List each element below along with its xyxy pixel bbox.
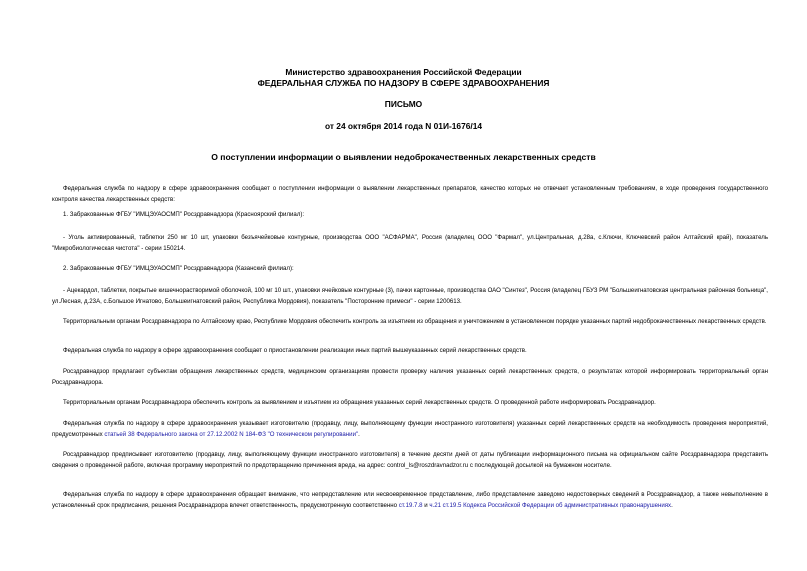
paragraph-item-1: 1. Забракованные ФГБУ "ИМЦЭУАОСМП" Росздравнадзора (Красноярский филиал): <box>63 211 305 218</box>
document-date-number: от 24 октября 2014 года N 01И-1676/14 <box>324 121 483 131</box>
paragraph-territorial-control: Территориальным органам Росздравнадзора по Алтайскому краю, Республике Мордовия обеспечить контроль за изъятием из обращения и уничтожением в установленном порядке указанных партий недоброкачественных лекарственных средств. <box>63 318 767 325</box>
document-title: О поступлении информации о выявлении недоброкачественных лекарственных средств <box>211 152 596 162</box>
paragraph-text: . <box>358 430 360 438</box>
service-name: ФЕДЕРАЛЬНАЯ СЛУЖБА ПО НАДЗОРУ В СФЕРЕ ЗДРАВООХРАНЕНИЯ <box>257 78 550 88</box>
ministry-name: Министерство здравоохранения Российской Федерации <box>285 67 522 77</box>
paragraph-text: и <box>422 501 430 509</box>
paragraph-text: . <box>671 501 673 509</box>
document-type: ПИСЬМО <box>384 99 423 109</box>
code-link[interactable]: ч.21 ст.19.5 Кодекса Российской Федерации об административных правонарушениях <box>429 501 672 509</box>
paragraph-manufacturer-measures <box>52 419 768 440</box>
law-link[interactable]: статьей 38 Федерального закона от 27.12.2002 N 184-ФЗ "О техническом регулировании" <box>104 430 359 438</box>
paragraph-suspension: Федеральная служба по надзору в сфере здравоохранения сообщает о приостановлении реализации иных партий вышеуказанных серий лекарственных средств. <box>63 347 527 354</box>
paragraph-item-2: 2. Забракованные ФГБУ "ИМЦЭУАОСМП" Росздравнадзора (Казанский филиал): <box>63 265 294 272</box>
paragraph-liability <box>52 490 768 511</box>
paragraph-check-proposal: Росздравнадзор предлагает субъектам обращения лекарственных средств, медицинским организациям провести проверку наличия указанных серий лекарственных средств, о результатах которой информировать территориальный орган Росздравнадзора. <box>52 368 768 386</box>
paragraph-item-1-detail: - Уголь активированный, таблетки 250 мг 10 шт, упаковки безъячейковые контурные, производства ООО "АСФАРМА", Россия (владелец ООО "Фармал", ул.Центральная, д.28а, с.Ключи, Ключевский район Алтайский край), показатель "Микробиологическая чистота" - серии 150214. <box>52 234 768 252</box>
paragraph-withdrawal: Территориальным органам Росздравнадзора обеспечить контроль за выявлением и изъятием из обращения указанных серий лекарственных средств. О проведенной работе информировать Росздравнадзор. <box>63 399 656 406</box>
article-link[interactable]: ст.19.7.8 <box>398 501 423 509</box>
paragraph-intro: Федеральная служба по надзору в сфере здравоохранения сообщает о поступлении информации о выявлении лекарственных препаратов, качество которых не отвечает установленным требованиям, в ходе проведения государственного контроля качества лекарственных средств: <box>52 185 768 203</box>
paragraph-text: Федеральная служба по надзору в сфере здравоохранения указывает изготовителю (продавцу, лицу, выполняющему функции иностранного изготовителя) указанных серий лекарственных средств на необходимость проведения мероприятий, предусмотренных <box>52 420 768 438</box>
paragraph-prescription: Росздравнадзор предписывает изготовителю (продавцу, лицу, выполняющему функции иностранного изготовителя) в течение десяти дней от даты публикации информационного письма на официальном сайте Росздравнадзора представить сведения о проведенной работе, включая программу мероприятий по предотвращению причинения вреда, на адрес: control_ls@roszdravnadzor.ru с последующей досылкой на бумажном носителе. <box>52 451 768 469</box>
paragraph-item-2-detail: - Ацекардол, таблетки, покрытые кишечнорастворимой оболочкой, 100 мг 10 шт., упаковки ячейковые контурные (3), пачки картонные, производства ОАО "Синтез", Россия (владелец ГБУЗ РМ "Большеигнатовская центральная районная больница", ул.Лесная, д.23А, с.Большое Игнатово, Большеигнатовский район, Республика Мордовия), показатель "Посторонние примеси" - серии 1200613. <box>52 287 768 305</box>
paragraph-text: Федеральная служба по надзору в сфере здравоохранения обращает внимание, что непредставление или несвоевременное представление, либо представление заведомо недостоверных сведений в Росздравнадзор, а также невыполнение в установленный срок предписания, решения Росздравнадзора влечет ответственность, предусмотренную соответственно <box>52 491 768 509</box>
